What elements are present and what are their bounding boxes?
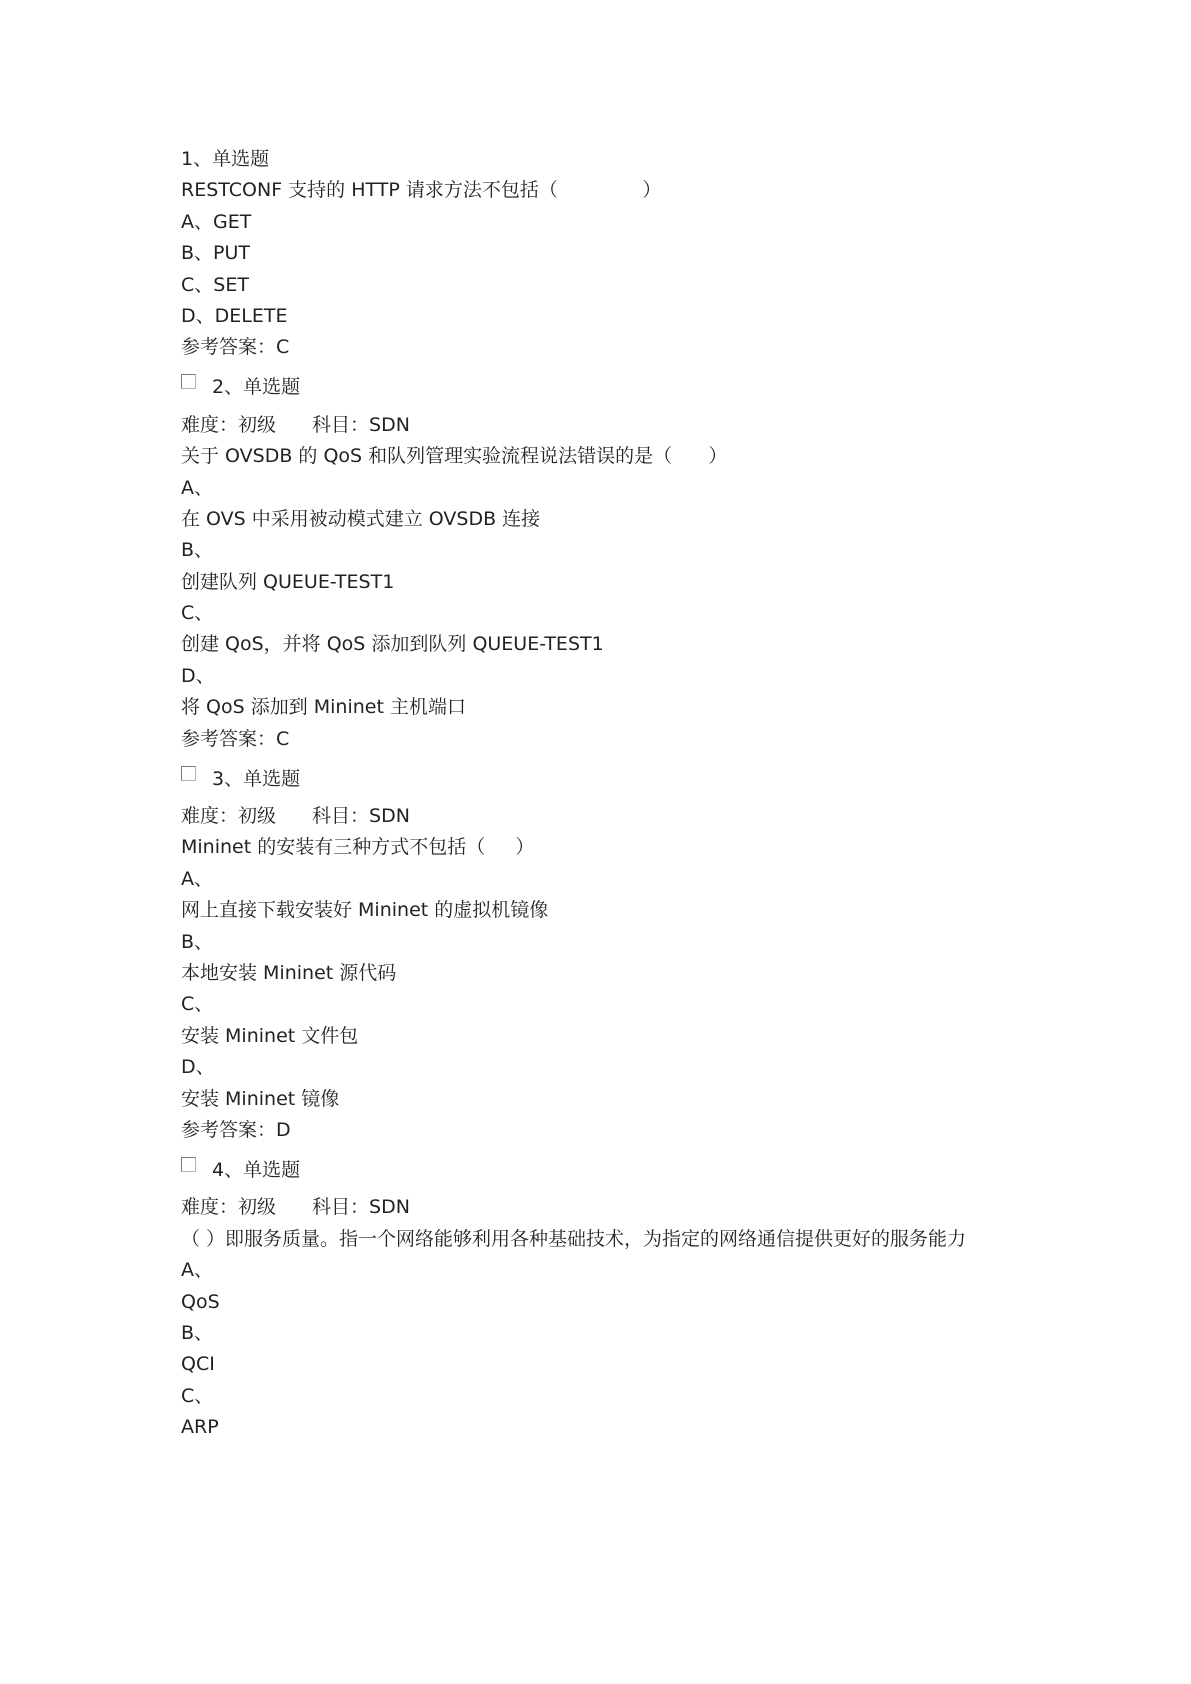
question-meta bbox=[181, 1192, 1061, 1223]
question-stem: RESTCONF 支持的 HTTP 请求方法不包括（ ） bbox=[181, 179, 662, 202]
option-c-text: 创建 QoS，并将 QoS 添加到队列 QUEUE-TEST1 bbox=[181, 633, 604, 656]
option-a-letter: A、 bbox=[181, 476, 213, 499]
option-c: C、SET bbox=[181, 273, 249, 296]
subject-label: 科目：SDN bbox=[312, 1196, 410, 1219]
option-d-text: 将 QoS 添加到 Mininet 主机端口 bbox=[181, 696, 466, 719]
option-a-text: 网上直接下载安装好 Mininet 的虚拟机镜像 bbox=[181, 899, 549, 922]
option-c-letter: C、 bbox=[181, 1384, 214, 1407]
option-c-text: ARP bbox=[181, 1416, 219, 1439]
option-b: B、PUT bbox=[181, 242, 251, 265]
difficulty-label: 难度：初级 bbox=[181, 413, 277, 436]
option-a: A、GET bbox=[181, 210, 252, 233]
option-d-letter: D、 bbox=[181, 1056, 215, 1079]
option-d: D、DELETE bbox=[181, 304, 288, 327]
question-stem: 关于 OVSDB 的 QoS 和队列管理实验流程说法错误的是（ ） bbox=[181, 445, 728, 468]
subject-label: 科目：SDN bbox=[312, 805, 410, 828]
checkbox-icon[interactable] bbox=[181, 1157, 196, 1172]
answer-line: 参考答案：D bbox=[181, 1118, 291, 1141]
option-a-text: 在 OVS 中采用被动模式建立 OVSDB 连接 bbox=[181, 507, 541, 530]
option-b-letter: B、 bbox=[181, 930, 214, 953]
option-c-letter: C、 bbox=[181, 602, 214, 625]
question-2 bbox=[181, 368, 1061, 755]
question-header bbox=[181, 759, 1061, 799]
question-title: 3、单选题 bbox=[212, 767, 301, 790]
question-header bbox=[181, 1150, 1061, 1190]
option-b-text: QCI bbox=[181, 1353, 215, 1376]
option-a-text: QoS bbox=[181, 1290, 220, 1313]
question-meta bbox=[181, 801, 1061, 832]
option-b-letter: B、 bbox=[181, 1321, 214, 1344]
option-c-letter: C、 bbox=[181, 993, 214, 1016]
checkbox-icon[interactable] bbox=[181, 766, 196, 781]
question-title: 2、单选题 bbox=[212, 376, 301, 399]
answer-line: 参考答案：C bbox=[181, 336, 290, 359]
option-a-letter: A、 bbox=[181, 867, 213, 890]
difficulty-label: 难度：初级 bbox=[181, 1196, 277, 1219]
option-b-text: 创建队列 QUEUE-TEST1 bbox=[181, 570, 395, 593]
question-title: 1、单选题 bbox=[181, 148, 270, 170]
checkbox-icon[interactable] bbox=[181, 374, 196, 389]
question-meta bbox=[181, 410, 1061, 441]
option-d-letter: D、 bbox=[181, 664, 215, 687]
difficulty-label: 难度：初级 bbox=[181, 805, 277, 828]
answer-line: 参考答案：C bbox=[181, 727, 290, 750]
option-d-text: 安装 Mininet 镜像 bbox=[181, 1087, 340, 1110]
document-page bbox=[181, 144, 1061, 1443]
question-4 bbox=[181, 1150, 1061, 1443]
option-b-text: 本地安装 Mininet 源代码 bbox=[181, 961, 397, 984]
question-1 bbox=[181, 144, 1061, 364]
question-header bbox=[181, 368, 1061, 408]
question-title: 4、单选题 bbox=[212, 1158, 301, 1181]
question-stem: （ ）即服务质量。指一个网络能够利用各种基础技术，为指定的网络通信提供更好的服务能力 bbox=[181, 1227, 967, 1250]
question-3 bbox=[181, 759, 1061, 1146]
question-stem: Mininet 的安装有三种方式不包括（ ） bbox=[181, 836, 535, 859]
subject-label: 科目：SDN bbox=[312, 413, 410, 436]
option-a-letter: A、 bbox=[181, 1259, 213, 1282]
option-c-text: 安装 Mininet 文件包 bbox=[181, 1024, 359, 1047]
option-b-letter: B、 bbox=[181, 539, 214, 562]
